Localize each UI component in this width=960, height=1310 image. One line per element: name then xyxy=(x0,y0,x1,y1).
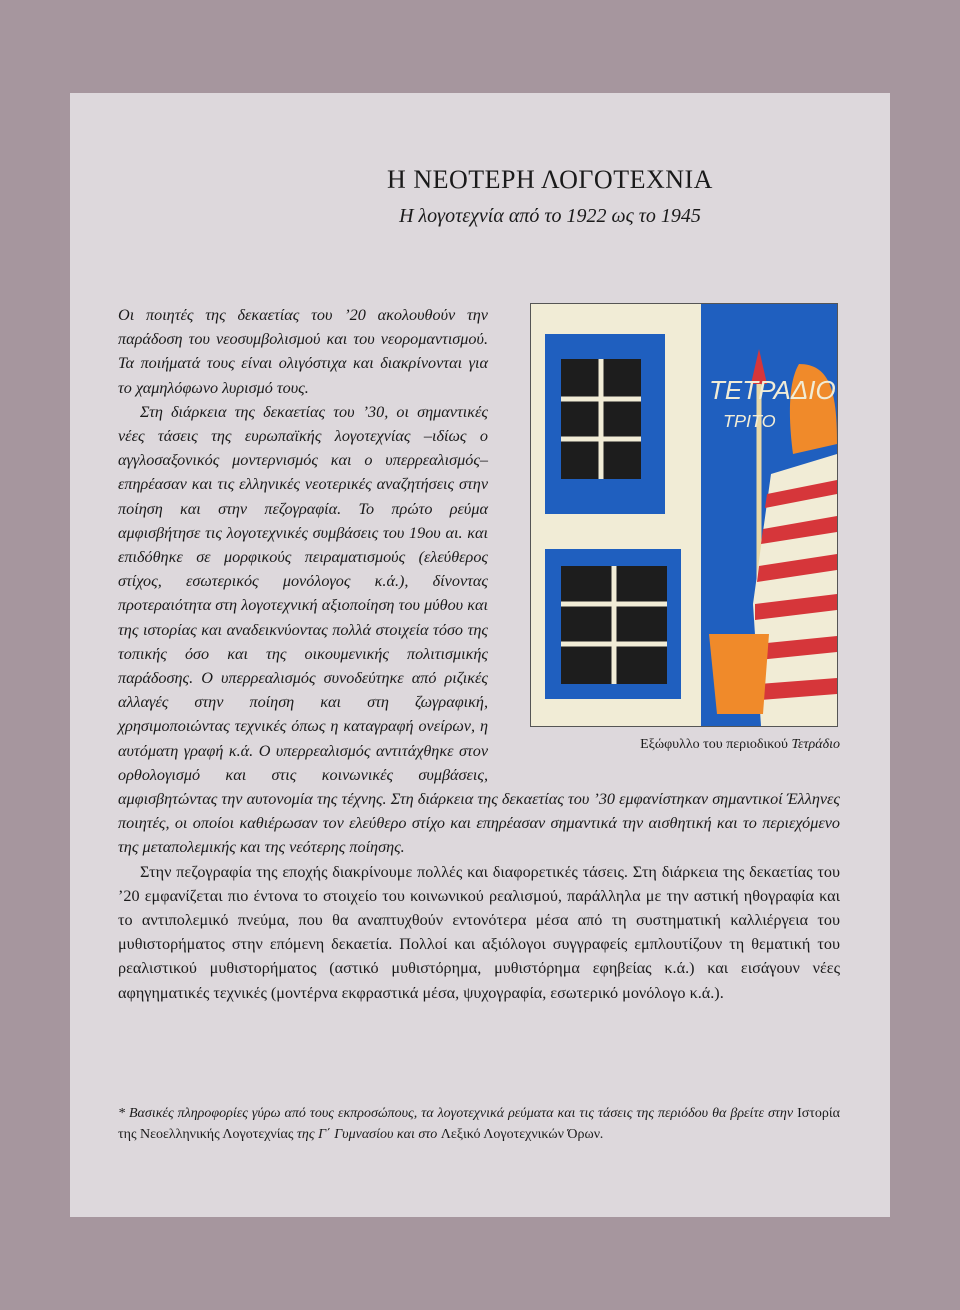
magazine-cover-image xyxy=(530,303,838,727)
caption-prefix: Εξώφυλλο του περιοδικού xyxy=(640,737,788,752)
page-title: Η ΝΕΟΤΕΡΗ ΛΟΓΟΤΕΧΝΙΑ xyxy=(387,165,713,194)
cover-subtitle: ΤΡΙΤΟ xyxy=(723,411,776,431)
footnote-ref-grade: Γ΄ Γυμνασίου xyxy=(318,1127,394,1142)
caption-title: Τετράδιο xyxy=(791,737,840,752)
footnote-ref-lexicon: Λεξικό Λογοτεχνικών Όρων xyxy=(440,1127,601,1142)
main-text xyxy=(118,303,840,1005)
cover-figure xyxy=(510,303,840,757)
paragraph-3: Στην πεζογραφία της εποχής διακρίνουμε πολλές και διαφορετικές τάσεις. Στη διάρκεια της δεκαετίας του ’20 εμφανίζεται πιο έντονα το στοιχείο του κοινωνικού ρεαλισμού, παράλληλα με την αστική ηθογραφία και το αντιπολεμικό πνεύμα, που θα αναπτυχθούν εντονότερα μέσα από τη συστηματική καλλιέργεια του μυθιστορήματος στην επόμενη δεκαετία. Πολλοί και αξιόλογοι συγγραφείς εμπλουτίζουν τη θεματική του ρεαλιστικού μυθιστορήματος (αστικό μυθιστόρημα, μυθιστόρημα εφηβείας κ.ά.) και εισάγουν νέες αφηγηματικές τεχνικές (μοντέρνα εκφραστικά μέσα, ψυχογραφία, εσωτερικό μονόλογο κ.ά.). xyxy=(118,862,840,1002)
paragraph-1: Οι ποιητές της δεκαετίας του ’20 ακολουθούν την παράδοση του νεοσυμβολισμού και του νεορομαντισμού. Τα ποιήματά τους είναι ολιγόστιχα και διακρίνονται για το χαμηλόφωνο λυρισμό τους. xyxy=(118,306,488,397)
cover-title: ΤΕΤΡΑΔΙΟ xyxy=(709,375,836,405)
footnote xyxy=(118,1103,840,1145)
figure-caption xyxy=(510,733,840,757)
page-subtitle: Η λογοτεχνία από το 1922 ως το 1945 xyxy=(399,205,701,227)
footnote-text-2: της xyxy=(293,1127,319,1142)
footnote-text-4: . xyxy=(600,1127,604,1142)
footnote-text-3: και στο xyxy=(393,1127,441,1142)
page xyxy=(70,93,890,1217)
paragraph-2: Στη διάρκεια της δεκαετίας του ’30, οι σημαντικές νέες τάσεις της ευρωπαϊκής λογοτεχνίας –ιδίως ο αγγλοσαξονικός μοντερνισμός και ο υπερρεαλισμός– επηρέασαν και τις ελληνικές νεοτερικές αναζητήσεις στην ποίηση και στην πεζογραφία. Το πρώτο ρεύμα αμφισβήτησε τις λογοτεχνικές συμβάσεις του 19ου αι. και επιδόθηκε σε μορφικούς πειραματισμούς (ελεύθερος στίχος, εσωτερικός μονόλογος κ.ά.), δίνοντας προτεραιότητα στη λογοτεχνική αξιοποίηση του μύθου και της ιστορίας και αναδεικνύοντας πολλά στοιχεία τόσο της τοπικής όσο και της οικουμενικής πολιτισμικής παράδοσης. Ο υπερρεαλισμός συνοδεύτηκε από ριζικές αλλαγές στην ποίηση και στη ζωγραφική, χρησιμοποιώντας τεχνικές όπως η καταγραφή ονείρων, η αυτόματη γραφή κ.ά. Ο υπερρεαλισμός αντιτάχθηκε στον ορθολογισμό και στις κοινωνικές συμβάσεις, αμφισβητώντας την αυτονομία της τέχνης. Στη διάρκεια της δεκαετίας του ’30 εμφανίστηκαν σημαντικοί Έλληνες ποιητές, οι οποίοι καθιέρωσαν τον ελεύθερο στίχο και επηρέασαν σημαντικά την αισθητική και το περιεχόμενο της μεταπολεμικής και της νεότερης ποίησης. xyxy=(118,402,840,857)
footnote-ref-history: Ιστορία της Νεοελληνικής Λογοτεχνίας xyxy=(118,1106,840,1142)
footnote-text-1: * Βασικές πληροφορίες γύρω από τους εκπροσώπους, τα λογοτεχνικά ρεύματα και τις τάσεις της περιόδου θα βρείτε στην xyxy=(118,1106,798,1121)
